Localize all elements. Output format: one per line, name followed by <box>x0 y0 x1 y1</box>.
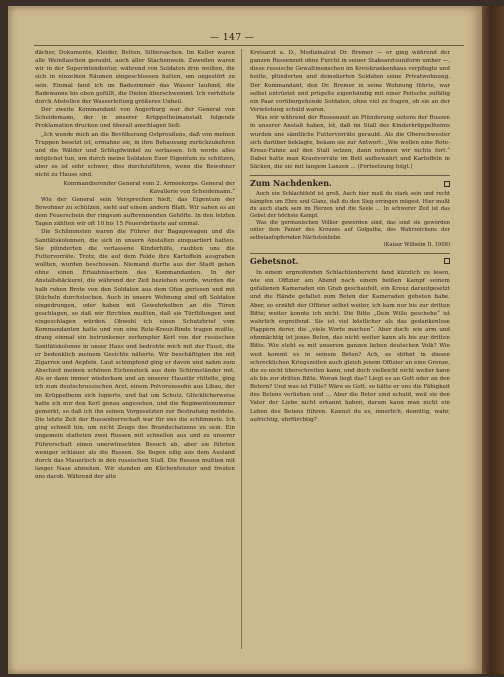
paragraph: Was wir während der Russenzeit an Plünderung seitens der Russen in unserer Anstalt haben, ist, daß im Stall des Kinderkrüppelheims wurden uns sämtliche Futtervorräte geraubt. Als die Oberschwester sich darüber beklagte, bekam sie zur Antwort: „Wie wollen eine Rote-Kreuz-Fahne auf den Stall setzen, dann nehmen wir nichts fort.“ Dabei hatte man Krautvorräte im Bett aufbewahrt und Kartoffeln in Säcken, die sie mit langem Lanzen ... (Fortsetzung folgt.) <box>250 115 450 171</box>
quote: Auch ein Schlachtfeld ist groß. Auch hier muß du stark sein und recht kämpfen um Ehre und Glanz, daß du den Sieg erringen mögest. Hier mußt du auch stark sein im Herzen und die Seele ... In schwerer Zeit ist das Gebet der höchste Kampf. <box>250 191 450 219</box>
paragraph: In einem ergreifenden Schlachtenbericht fand kürzlich zu lesen, wie ein Offizier am Abend nach einem heißen Kampf seinem gefallenen Kameraden ein Grab geschaufelt, ein Kreuz daraufgesetzt und die Hände gefaltet zum Beten der Kameraden gebeten habe. Aber, so erzählt der Offizier selbst weiter, ich kam nur bis zur dritten Bitte; weiter konnte ich nicht. Die Bitte „Dein Wille geschehe“ ist wahrlich ergreifend. Sie ist viel köstlicher als das gedankenlose Plappern derer, die „viele Worte machen“. Aber doch: wie arm und ohnmächtig ist jenes Beten, das nicht weiter kann als bis zur dritten Bitte. Wie steht es mit unserem ganzen lieben deutschen Volk? Wie weit kommt es in seinem Beten? Ach, es stöhnt in diesen schrecklichen Kriegszeiten auch gleich jenem Offizier an eine Grenze, die es nicht überschreiten kann, und doch vielleicht nicht weiter kann als bis zur dritten Bitte. Woran liegt das? Liegt es an Gott oder an den Betern? Und was ist Fülle? Wäre es Gott, so hätte er uns die Fähigkeit des Betens verliehen und ... Aber die Beter sind schuld, weil sie den Vater der Liebe nicht erkannt haben, darum kann man nicht ein Leben des Betens führen. Kannst du es, innerlich, demütig, wahr, aufrichtig, ehrfürchtig? <box>250 269 450 423</box>
ornament-box-icon <box>444 181 450 187</box>
right-column <box>250 49 450 424</box>
quote: Was die germanischen Völker geworden sind, das sind sie geworden unter dem Panier des Kreuzes auf Golgatha, des Wahrzeichens der selbstaufopfernden Nächstenliebe. <box>250 220 450 241</box>
heading-text: Zum Nachdenken. <box>250 178 332 189</box>
page-edge <box>482 6 504 674</box>
heading-text: Gebetsnot. <box>250 255 299 266</box>
paragraph: Der zweite Kommandant von Angerburg war der General von Scheidemann, der in unserer Krüppelheimanstalt folgende Proklamation drucken und überall anschlagen ließ: <box>35 107 235 130</box>
ornament-box-icon <box>444 258 450 264</box>
page-number: — 147 — <box>210 33 255 43</box>
section-heading-gebetsnot <box>250 253 450 267</box>
signature: Kommandierender General vom 2. Armeekorps. General der Kavallerie von Scheidemann.“ <box>63 180 235 195</box>
top-rule <box>34 45 464 46</box>
paragraph: dächer, Dokumente, Kleider, Betten, Silbersachen. Im Keller waren alle Weinflaschen geraubt, auch aller Stachenwein. Zuweilen waren wir in der Superintendentur, während von Soldaten drin weilten, die sich in einzelnen Räumen eingeschlossen hatten, um ungestört zu sein. Einmal fand ich im Badezimmer das Wasser laufend, die Badewanne bis oben gefüllt, die Dielen überschwemmt. Ich verhütete durch Abstellen der Wasserleitung größeres Unheil. <box>35 50 235 105</box>
attribution: (Kaiser Wilhelm II. 1908) <box>383 241 450 248</box>
paragraph: Wie der General sein Versprechen hielt, das Eigentum der Bewohner zu schützen, sieht auf einem andern Blatt. Wir sahen es an dem Feuerschein der ringsum aufbrennenden Gehöfte. In den letzten Tagen zählten wir oft 10 bis 15 Feuersbrünste auf einmal. <box>35 196 235 228</box>
paragraph: Kreisarzt a. D., Medizinalrat Dr. Bremer — er ging während der ganzen Russenzeit ohne Furcht in seiner Stabsarztsuniform umher —, diese russische Gewaltmenschen im Kreiskrankenhaus verpflegte und heilte, plünderten und demolierten Soldaten seine Privatwohnung. Der Kommandant, den Dr. Bremer in seine Wohnung führte, war selbst entrüstet und prügelte eigenhändig mit einer Peitsche zufällig ein Paar vorübergehende Soldaten, ohne viel zu fragen, ob sie an der Verwüstung schuld waren. <box>250 50 450 114</box>
paragraph: „Ich wende mich an die Bevölkerung Ostpreußens, daß von meinen Truppen besetzt ist, ermahne sie, in ihre Behausung zurückzukehren und die Wälder und Schlupfwinkel zu verlassen. Ich werde alles möglichst tun, um durch meine Soldaten Euer Eigentum zu schützen, aber es ist sehr schwer, dies durchzuführen, wenn die Bewohner nicht zu Hause sind. <box>35 131 235 179</box>
section-heading-nachdenken <box>250 175 450 189</box>
paragraph: Die Schlimmsten waren die Führer der Bagagewagen und die Sanitätskolonnen, die sich in unsern Anstalten einquartiert hatten. Sie plünderten die verlassene Kinderhilfe, raubten uns die Futtervorräte. Trotz, die auf dem Felde ihre Kartoffeln ausgraben wollten, wurden beschossen. Niemand durfte aus der Stadt gehen ohne einen Erlaubnisschein des Kommandanten. In der Anstaltsbäckerei, die während der Zeit beziehen wurde, wurden die halb rohen Brote von den Soldaten aus dem Ofen gerissen und mit Stücheln durchstochen. Auch in unsere Wohnung sind oft Soldaten eingedrungen, oder haben mit Gewehrkolben an die Türen geschlagen, so daß wir fürchten mußten, daß sie Türfüllungen und eingeschlagen würden. Obwohl ich einen Schutzbrief vom Kommandanten hatte und von eine Rote-Kreuz-Binde tragen mußte, drang einmal ein betrunkener zerlumpter Kerl von der russischen Sanitätskolonne in unser Haus und bedrohte mich mit der Faust, die er bedenklich meinem Gesichte näherte. Wir beschäftigten ihn mit Zigarren und Aepfeln. Laut schimpfend ging er davon und nahm zum Abschied meinen schönen Eichenstock aus dem Schirmständer mit. Als er dann immer wiederkam und an unserer Haustür rüttelte, ging ich zum deutschrussischen Arzt, einem Polvorenssohn aus Libau, der im Krüppelheim sich logierte, und bat um Schutz. Glücklicherweise hatte ich mir den Kerl genau angesehen, und die Regimentsnummer gemerkt, so daß ich ihn seinen Vorgesetzten zur Bestrafung meldete. Die letzte Zeit der Russenherrschaft war für uns die schlimmste. Ich ging schnell hin, um nicht Zeuge des Brandschatzens zu sein. Ein ungemein statteten zwei Russen mit schnellen aus und zu unserer Führerschaft einen unerwünschten Besuch ab, aber sie führten weniger schlauer als die Russen. Sie flogen eilig aus dem Ausland durch das Mauerloch in den russischen Stall. Die Russen mußten mit langer Nase abziehen. Wir standen am Küchenfenster und freuten uns darob. Während der alte <box>35 229 235 481</box>
column-separator <box>241 49 242 649</box>
left-column <box>35 49 235 481</box>
